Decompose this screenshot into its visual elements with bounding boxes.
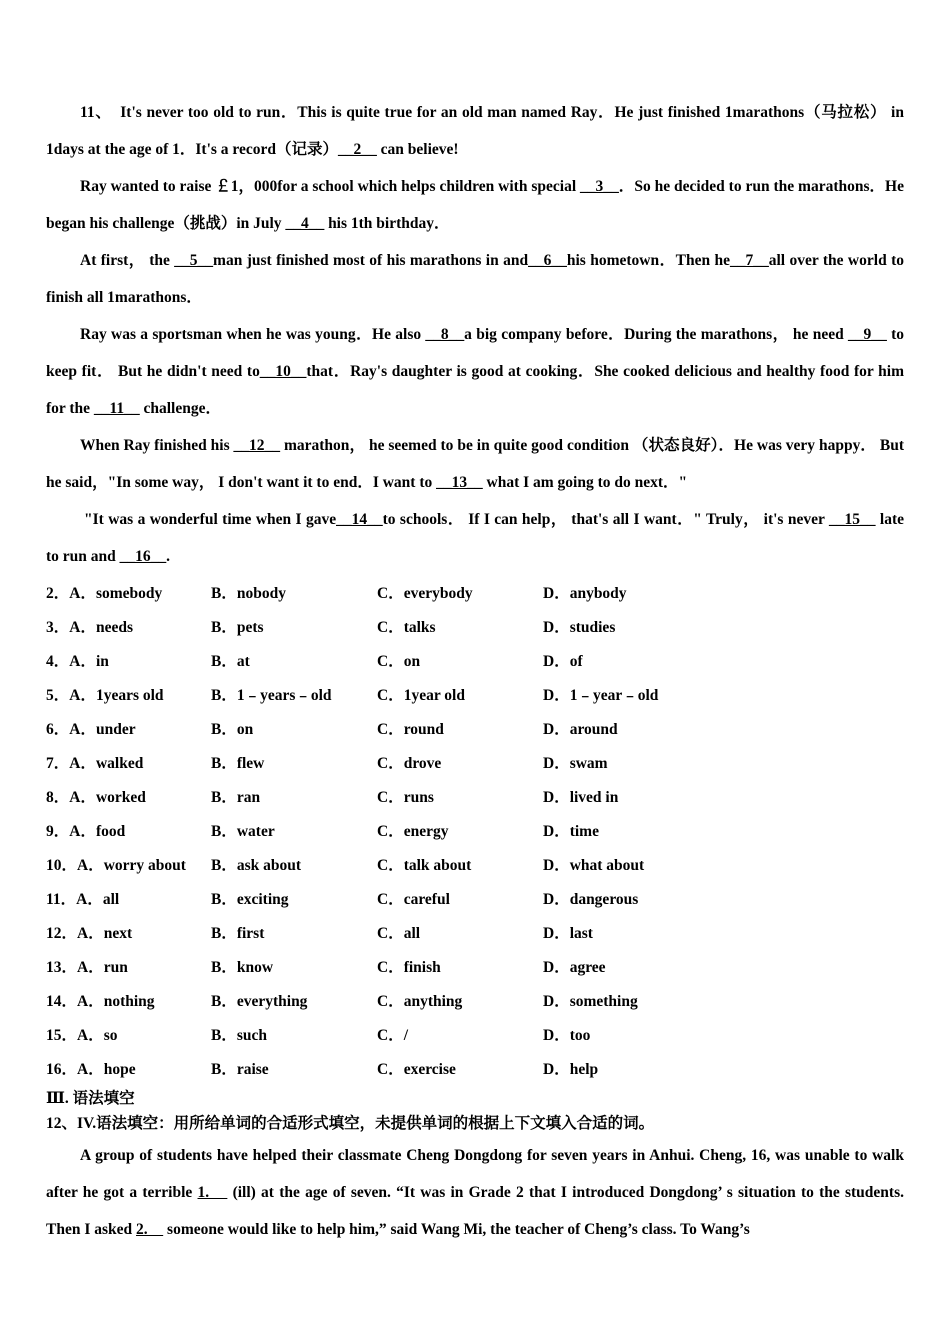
blank-13: __13__ <box>436 474 483 491</box>
option-d: D．help <box>543 1061 599 1078</box>
question-row: 6．A．under B．on C．round D．around <box>46 711 904 745</box>
option-a: A．run <box>77 959 128 976</box>
option-d: D．what about <box>543 857 645 874</box>
option-c: C．anything <box>377 993 463 1010</box>
blank-7: __7__ <box>730 252 769 269</box>
section-instruction: 12、IV.语法填空：用所给单词的合适形式填空，未提供单词的根据上下文填入合适的词。 <box>46 1115 655 1132</box>
question-row: 3．A．needs B．pets C．talks D．studies <box>46 609 904 643</box>
question-row: 9．A．food B．water C．energy D．time <box>46 813 904 847</box>
option-c: C．talks <box>377 619 436 636</box>
blank-2: 2. <box>136 1221 164 1238</box>
question-list <box>46 575 904 1085</box>
option-c: C．finish <box>377 959 441 976</box>
question-row: 5．A．1years old B．1﹣years﹣old C．1year old D．1﹣year﹣old <box>46 677 904 711</box>
text: . <box>166 548 171 565</box>
option-b: B．first <box>211 925 265 942</box>
blank-5: __5__ <box>174 252 214 269</box>
text: all over the world to finish all 1marathons． <box>46 252 904 306</box>
option-a: A．somebody <box>69 585 163 602</box>
passage-paragraph-1 <box>46 94 904 168</box>
option-a: A．all <box>76 891 120 908</box>
question-row: 11．A．all B．exciting C．careful D．dangerous <box>46 881 904 915</box>
option-d: D．anybody <box>543 585 627 602</box>
text: marathon， he seemed to be in quite good condition （状态良好）．He was very happy． But he said，"In some way， I don't want it to end．I want to <box>46 437 904 491</box>
option-d: D．time <box>543 823 599 840</box>
blank-6: __6__ <box>528 252 567 269</box>
option-d: D．around <box>543 721 618 738</box>
option-d: D．of <box>543 653 583 670</box>
option-a: A．1years old <box>69 687 164 704</box>
text: late to run and <box>46 511 904 565</box>
question-row: 15．A．so B．such C．/ D．too <box>46 1017 904 1051</box>
blank-3: __3__ <box>580 178 619 195</box>
passage-paragraph-2 <box>46 168 904 242</box>
text: Ray wanted to raise ￡1，000for a school which helps children with special <box>80 178 581 195</box>
text: to schools． If I can help， that's all I want．" Truly， it's never <box>382 511 829 528</box>
blank-15: __15__ <box>828 511 876 528</box>
text: ．So he decided to run the marathons．He began his challenge（挑战）in July <box>46 178 904 232</box>
text: When Ray finished his <box>80 437 234 454</box>
option-b: B．nobody <box>211 585 286 602</box>
option-b: B．ran <box>211 789 261 806</box>
text: man just finished most of his marathons in and <box>213 252 529 269</box>
option-a: A．worry about <box>77 857 186 874</box>
option-c: C．talk about <box>377 857 472 874</box>
blank-14: __14__ <box>336 511 383 528</box>
passage-paragraph-3 <box>46 242 904 316</box>
option-a: A．next <box>77 925 133 942</box>
option-c: C．/ <box>377 1027 409 1044</box>
text: his hometown．Then he <box>566 252 730 269</box>
section-3-title: Ⅲ. 语法填空 <box>46 1090 135 1107</box>
question-row: 14．A．nothing B．everything C．anything D．something <box>46 983 904 1017</box>
text: can believe! <box>376 141 459 158</box>
text: At first， the <box>80 252 175 269</box>
option-c: C．runs <box>377 789 434 806</box>
option-a: A．worked <box>69 789 146 806</box>
option-b: B．everything <box>211 993 308 1010</box>
option-d: D．swam <box>543 755 608 772</box>
option-a: A．needs <box>69 619 133 636</box>
option-c: C．energy <box>377 823 449 840</box>
text: that．Ray's daughter is good at cooking．She cooked delicious and healthy food for him for the <box>46 363 904 417</box>
blank-2: __2__ <box>338 141 377 158</box>
text: a big company before．During the marathons， he need <box>464 326 849 343</box>
option-a: A．nothing <box>77 993 155 1010</box>
text: his 1th birthday． <box>324 215 450 232</box>
option-c: C．1year old <box>377 687 465 704</box>
question-row: 12．A．next B．first C．all D．last <box>46 915 904 949</box>
passage2-paragraph <box>46 1137 904 1248</box>
passage-paragraph-4 <box>46 316 904 427</box>
question-row: 4．A．in B．at C．on D．of <box>46 643 904 677</box>
option-a: A．under <box>69 721 136 738</box>
option-b: B．at <box>211 653 250 670</box>
question-row: 2．A．somebody B．nobody C．everybody D．anybody <box>46 575 904 609</box>
option-b: B．ask about <box>211 857 302 874</box>
question-row: 16．A．hope B．raise C．exercise D．help <box>46 1051 904 1085</box>
option-c: C．on <box>377 653 421 670</box>
text: (ill) at the age of seven. “It was in Grade 2 that I introduced Dongdong’ s situation to the students. Then I asked <box>46 1184 904 1238</box>
option-b: B．exciting <box>211 891 289 908</box>
option-a: A．so <box>77 1027 118 1044</box>
blank-9: __9__ <box>848 326 887 343</box>
option-a: A．food <box>69 823 126 840</box>
option-d: D．something <box>543 993 638 1010</box>
option-b: B．such <box>211 1027 267 1044</box>
text: what I am going to do next．" <box>482 474 688 491</box>
option-b: B．1﹣years﹣old <box>211 687 332 704</box>
passage-paragraph-5 <box>46 427 904 501</box>
option-d: D．dangerous <box>543 891 639 908</box>
option-c: C．round <box>377 721 444 738</box>
blank-4: __4__ <box>285 215 325 232</box>
blank-8: __8__ <box>425 326 465 343</box>
option-c: C．exercise <box>377 1061 456 1078</box>
option-d: D．agree <box>543 959 606 976</box>
text: A group of students have helped their classmate Cheng Dongdong for seven years in Anhui. Cheng, 16, was unable to walk after he got a terrible <box>46 1147 904 1201</box>
text: Ray was a sportsman when he was young．He also <box>80 326 426 343</box>
option-b: B．on <box>211 721 254 738</box>
option-b: B．flew <box>211 755 265 772</box>
option-c: C．all <box>377 925 421 942</box>
option-b: B．pets <box>211 619 264 636</box>
text: challenge． <box>139 400 221 417</box>
blank-10: __10__ <box>259 363 307 380</box>
option-c: C．everybody <box>377 585 473 602</box>
option-b: B．water <box>211 823 275 840</box>
text: "It was a wonderful time when I gave <box>84 511 337 528</box>
text: 11、 It's never too old to run．This is quite true for an old man named Ray．He just finished 1marathons（马拉松） in 1days at the age of 1．It's a record（记录） <box>46 104 904 158</box>
document-page <box>46 94 904 1248</box>
option-b: B．know <box>211 959 274 976</box>
option-d: D．too <box>543 1027 591 1044</box>
question-row: 10．A．worry about B．ask about C．talk about D．what about <box>46 847 904 881</box>
option-d: D．lived in <box>543 789 619 806</box>
option-d: D．1﹣year﹣old <box>543 687 659 704</box>
passage-paragraph-6 <box>46 501 904 575</box>
blank-16: __16__ <box>119 548 167 565</box>
blank-1: 1. <box>197 1184 228 1201</box>
blank-11: __11__ <box>93 400 140 417</box>
option-d: D．studies <box>543 619 616 636</box>
question-row: 8．A．worked B．ran C．runs D．lived in <box>46 779 904 813</box>
text: someone would like to help him,” said Wang Mi, the teacher of Cheng’s class. To Wang’s <box>163 1221 750 1238</box>
text: to keep fit． But he didn't need to <box>46 326 905 380</box>
question-row: 13．A．run B．know C．finish D．agree <box>46 949 904 983</box>
option-c: C．drove <box>377 755 442 772</box>
option-c: C．careful <box>377 891 450 908</box>
question-row: 7．A．walked B．flew C．drove D．swam <box>46 745 904 779</box>
option-b: B．raise <box>211 1061 269 1078</box>
blank-12: __12__ <box>233 437 281 454</box>
option-a: A．in <box>69 653 109 670</box>
option-a: A．walked <box>69 755 144 772</box>
option-a: A．hope <box>77 1061 136 1078</box>
option-d: D．last <box>543 925 593 942</box>
